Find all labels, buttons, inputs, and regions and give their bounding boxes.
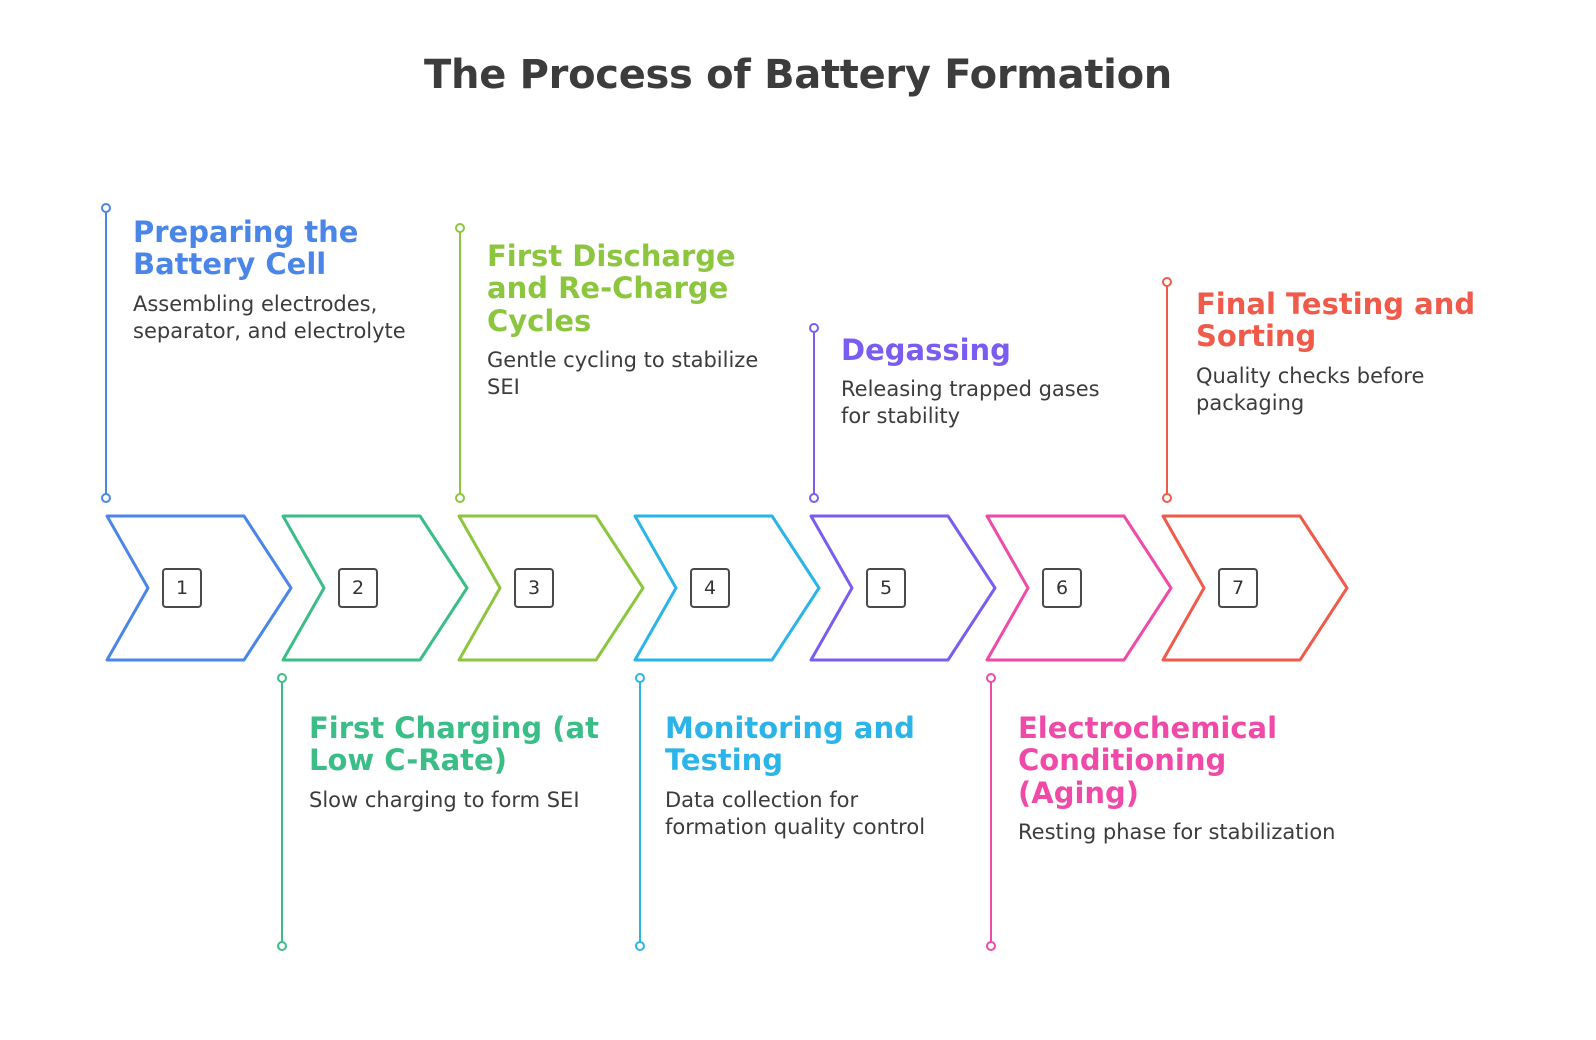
connector-line-step-4 bbox=[639, 678, 641, 946]
connector-line-step-1 bbox=[105, 208, 107, 498]
step-title: Electrochemical Conditioning (Aging) bbox=[1018, 711, 1278, 810]
step-title: Preparing the Battery Cell bbox=[133, 215, 359, 282]
step-label-6 bbox=[1018, 712, 1348, 846]
chevron-step-4[interactable] bbox=[632, 513, 822, 663]
step-title: Degassing bbox=[841, 333, 1011, 367]
connector-dot-icon bbox=[986, 673, 996, 683]
connector-dot-icon bbox=[986, 941, 996, 951]
connector-dot-icon bbox=[1162, 493, 1172, 503]
connector-line-step-5 bbox=[813, 328, 815, 498]
step-number-badge: 7 bbox=[1218, 568, 1258, 608]
step-title: Final Testing and Sorting bbox=[1196, 287, 1476, 354]
step-title: Monitoring and Testing bbox=[665, 711, 915, 778]
chevron-step-3[interactable] bbox=[456, 513, 646, 663]
page-title: The Process of Battery Formation bbox=[424, 52, 1172, 98]
connector-line-step-2 bbox=[281, 678, 283, 946]
step-number-badge: 2 bbox=[338, 568, 378, 608]
connector-dot-icon bbox=[809, 493, 819, 503]
step-label-7 bbox=[1196, 288, 1496, 417]
step-description: Quality checks before packaging bbox=[1196, 363, 1425, 415]
step-title: First Discharge and Re-Charge Cycles bbox=[487, 239, 736, 338]
step-description: Slow charging to form SEI bbox=[309, 787, 580, 812]
connector-dot-icon bbox=[809, 323, 819, 333]
connector-dot-icon bbox=[277, 673, 287, 683]
connector-dot-icon bbox=[455, 223, 465, 233]
chevron-step-2[interactable] bbox=[280, 513, 470, 663]
connector-line-step-6 bbox=[990, 678, 992, 946]
step-description: Assembling electrodes, separator, and electrolyte bbox=[133, 291, 406, 343]
step-description: Gentle cycling to stabilize SEI bbox=[487, 348, 759, 400]
connector-dot-icon bbox=[455, 493, 465, 503]
step-description: Resting phase for stabilization bbox=[1018, 820, 1336, 845]
step-number-badge: 4 bbox=[690, 568, 730, 608]
chevron-step-5[interactable] bbox=[808, 513, 998, 663]
connector-dot-icon bbox=[277, 941, 287, 951]
step-label-4 bbox=[665, 712, 965, 841]
connector-dot-icon bbox=[635, 673, 645, 683]
step-number-badge: 3 bbox=[514, 568, 554, 608]
connector-dot-icon bbox=[101, 493, 111, 503]
step-label-3 bbox=[487, 240, 787, 401]
step-title: First Charging (at Low C-Rate) bbox=[309, 711, 599, 778]
step-number-badge: 1 bbox=[162, 568, 202, 608]
step-number-badge: 6 bbox=[1042, 568, 1082, 608]
step-description: Releasing trapped gases for stability bbox=[841, 377, 1100, 429]
connector-dot-icon bbox=[635, 941, 645, 951]
step-label-5 bbox=[841, 334, 1131, 430]
step-description: Data collection for formation quality control bbox=[665, 787, 926, 839]
chevron-step-6[interactable] bbox=[984, 513, 1174, 663]
step-number-badge: 5 bbox=[866, 568, 906, 608]
chevron-step-7[interactable] bbox=[1160, 513, 1350, 663]
connector-dot-icon bbox=[1162, 277, 1172, 287]
connector-line-step-3 bbox=[459, 228, 461, 498]
connector-line-step-7 bbox=[1166, 282, 1168, 498]
process-chevron-strip bbox=[104, 513, 1344, 663]
chevron-step-1[interactable] bbox=[104, 513, 294, 663]
connector-dot-icon bbox=[101, 203, 111, 213]
step-label-1 bbox=[133, 216, 423, 345]
step-label-2 bbox=[309, 712, 599, 814]
